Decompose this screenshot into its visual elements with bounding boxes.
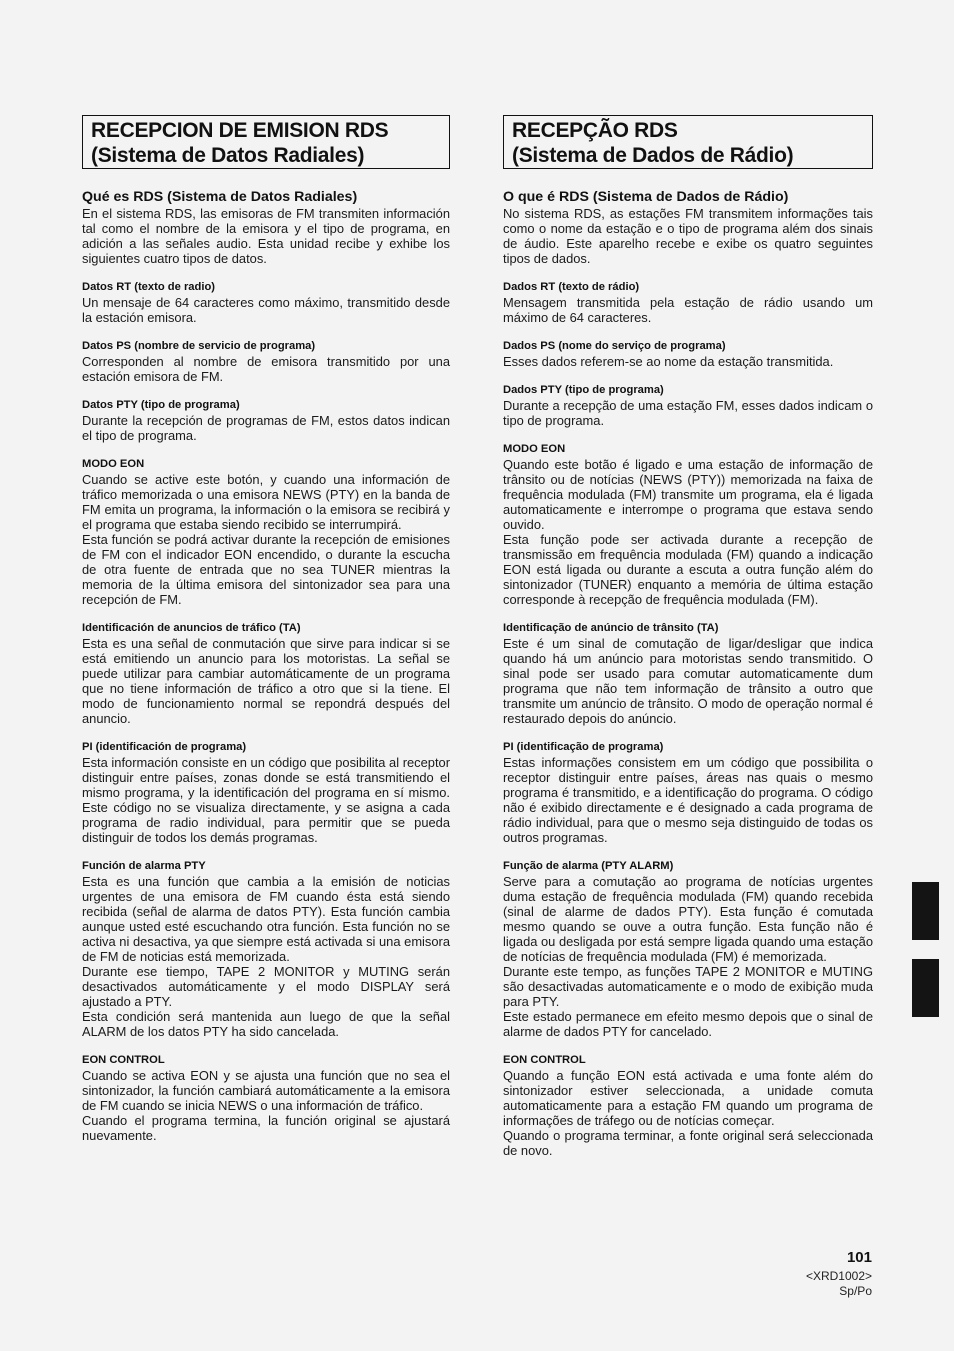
pty-heading: Datos PTY (tipo de programa) bbox=[82, 399, 240, 411]
section-title-line1: RECEPCION DE EMISION RDS bbox=[91, 119, 389, 142]
ta-paragraph: Este é um sinal de comutação de ligar/desligar que indica quando há um anúncio para motoristas sendo transmitido. O sinal pode ser usado para comutar automaticamente dum programa que não tem informação de trânsito a outro que transmite um anúncio de trânsito. O modo de operação normal é restaurado depois do anúncio. bbox=[503, 636, 873, 726]
pi-paragraph: Esta información consiste en un código que posibilita al receptor distinguir entre países, zonas donde se está transmitiendo el mismo programa, y la identificación del programa en sí mismo. Este código no se visualiza directamente, y se asigna a cada programa de radio individual, para permitir que se pueda distinguir de todos los demás programas. bbox=[82, 755, 450, 845]
intro-paragraph: En el sistema RDS, las emisoras de FM transmiten información tal como el nombre de la emisora y el tipo de programa, en adición a las señales audio. Esta unidad recibe y exhibe los siguientes cuatro tipos de datos. bbox=[82, 206, 450, 266]
spanish-column bbox=[82, 115, 450, 1143]
edge-index-tab-lower bbox=[912, 959, 939, 1017]
alarm-heading: Función de alarma PTY bbox=[82, 860, 206, 872]
rt-paragraph: Un mensaje de 64 caracteres como máximo, transmitido desde la estación emisora. bbox=[82, 295, 450, 325]
document-code bbox=[806, 1269, 872, 1299]
pi-heading: PI (identificação de programa) bbox=[503, 741, 664, 753]
ta-heading: Identificación de anuncios de tráfico (TA) bbox=[82, 622, 301, 634]
ta-paragraph: Esta es una señal de conmutación que sirve para indicar si se está emitiendo un anuncio para los motoristas. La señal se puede utilizar para cambiar automáticamente de un programa que no tiene información de tráfico a otro que si la tiene. El modo de funcionamiento normal se repondrá después del anuncio. bbox=[82, 636, 450, 726]
page-number: 101 bbox=[846, 1249, 872, 1266]
eon-paragraph-1: Quando este botão é ligado e uma estação de informação de trânsito ou de notícias (NEWS (PTY)) memorizada na faixa de frequência modulada (FM) transmite um programa, ela é ligada automaticamente e interrompe o programa que estava sendo ouvido. bbox=[503, 457, 873, 532]
ps-heading: Datos PS (nombre de servicio de programa) bbox=[82, 340, 316, 352]
alarm-paragraph-1: Serve para a comutação ao programa de notícias urgentes duma estação de frequência modulada (FM) quando recebida (sinal de alarme de dados PTY). Esta função é comutada mesmo quando se ouve a outra função. Esta função não é ligada ou desligada por está sempre ligada quando uma estação de notícias de frequência modulada (FM) é memorizada. bbox=[503, 874, 873, 964]
alarm-paragraph-1: Esta es una función que cambia a la emisión de noticias urgentes de una emisora de FM cuando ésta está siendo recibida (señal de alarma de datos PTY). Esta función cambia aunque usted esté escuchando otra función. Esta función no se activa ni desactiva, ya que siempre está activada si una emisora de FM de noticias está memorizada. bbox=[82, 874, 450, 964]
intro-paragraph: No sistema RDS, as estações FM transmitem informações tais como o nome da estação e o tipo de programa além dos sinais de áudio. Este aparelho recebe e exibe os quatro seguintes tipos de dados. bbox=[503, 206, 873, 266]
alarm-heading: Função de alarma (PTY ALARM) bbox=[503, 860, 674, 872]
section-title-box bbox=[503, 115, 873, 169]
rt-heading: Dados RT (texto de rádio) bbox=[503, 281, 640, 293]
section-title-line2: (Sistema de Datos Radiales) bbox=[91, 144, 365, 167]
rt-paragraph: Mensagem transmitida pela estação de rádio usando um máximo de 64 caracteres. bbox=[503, 295, 873, 325]
eon-control-heading: EON CONTROL bbox=[503, 1054, 586, 1066]
ta-heading: Identificação de anúncio de trânsito (TA) bbox=[503, 622, 719, 634]
section-title-line2: (Sistema de Dados de Rádio) bbox=[512, 144, 794, 167]
section-title-line1: RECEPÇÃO RDS bbox=[512, 119, 678, 142]
eon-control-paragraph-2: Quando o programa terminar, a fonte original será seleccionada de novo. bbox=[503, 1128, 873, 1158]
ps-paragraph: Esses dados referem-se ao nome da estação transmitida. bbox=[503, 354, 834, 369]
pty-paragraph: Durante la recepción de programas de FM, estos datos indican el tipo de programa. bbox=[82, 413, 450, 443]
ps-heading: Dados PS (nome do serviço de programa) bbox=[503, 340, 726, 352]
section-title-box bbox=[82, 115, 450, 169]
main-heading: O que é RDS (Sistema de Dados de Rádio) bbox=[503, 189, 789, 205]
eon-control-heading: EON CONTROL bbox=[82, 1054, 165, 1066]
ps-paragraph: Corresponden al nombre de emisora transmitido por una estación emisora de FM. bbox=[82, 354, 450, 384]
rt-heading: Datos RT (texto de radio) bbox=[82, 281, 216, 293]
eon-control-paragraph-1: Cuando se activa EON y se ajusta una función que no sea el sintonizador, la función cambiará automáticamente a la emisora de FM cuando se inicia NEWS o una información de tráfico. bbox=[82, 1068, 450, 1113]
alarm-paragraph-3: Esta condición será mantenida aun luego de que la señal ALARM de los datos PTY ha sido cancelada. bbox=[82, 1009, 450, 1039]
eon-control-paragraph-2: Cuando el programa termina, la función original se ajustará nuevamente. bbox=[82, 1113, 450, 1143]
language-code: Sp/Po bbox=[839, 1284, 872, 1298]
alarm-paragraph-3: Este estado permanece em efeito mesmo depois que o sinal de alarme de dados PTY for cancelado. bbox=[503, 1009, 873, 1039]
eon-paragraph-2: Esta función se podrá activar durante la recepción de emisiones de FM con el indicador EON encendido, o durante la escucha de otra fuente de entrada que no sea TUNER mientras la memoria de la última emisora del sintonizador sea para una recepción de FM. bbox=[82, 532, 450, 607]
pi-heading: PI (identificación de programa) bbox=[82, 741, 247, 753]
eon-paragraph-2: Esta função pode ser activada durante a recepção de transmissão em frequência modulada (FM) quando a indicação EON está ligada ou durante a escuta a outra função além do sintonizador (TUNER) enquanto a memória de última estação corresponde à recepção de frequência modulada (FM). bbox=[503, 532, 873, 607]
alarm-paragraph-2: Durante ese tiempo, TAPE 2 MONITOR y MUTING serán desactivados automáticamente y el modo DISPLAY será ajustado a PTY. bbox=[82, 964, 450, 1009]
main-heading: Qué es RDS (Sistema de Datos Radiales) bbox=[82, 189, 358, 205]
eon-control-paragraph-1: Quando a função EON está activada e uma fonte além do sintonizador estiver seleccionada, a unidade comuta automaticamente para a estação FM quando um programa de informações de tráfego ou de notícias começar. bbox=[503, 1068, 873, 1128]
eon-heading: MODO EON bbox=[503, 443, 566, 455]
pty-heading: Dados PTY (tipo de programa) bbox=[503, 384, 664, 396]
edge-index-tab-upper bbox=[912, 882, 939, 940]
portuguese-column bbox=[503, 115, 873, 1158]
eon-heading: MODO EON bbox=[82, 458, 145, 470]
model-code: <XRD1002> bbox=[805, 1269, 872, 1283]
alarm-paragraph-2: Durante este tempo, as funções TAPE 2 MONITOR e MUTING são desactivadas automaticamente e o modo de exibição muda para PTY. bbox=[503, 964, 873, 1009]
eon-paragraph-1: Cuando se active este botón, y cuando una información de tráfico memorizada o una emisora NEWS (PTY) en la banda de FM emita un programa, la información o la emisora se recibirá y el programa que estaba siendo recibido se interrumpirá. bbox=[82, 472, 450, 532]
pi-paragraph: Estas informações consistem em um código que possibilita o receptor distinguir entre países, áreas nas quais o mesmo programa é transmitido, e a identificação do programa. O código não é exibido directamente e é designado a cada programa de rádio individual, para que o mesmo seja distinguido de todas os outros programas. bbox=[503, 755, 873, 845]
pty-paragraph: Durante a recepção de uma estação FM, esses dados indicam o tipo de programa. bbox=[503, 398, 873, 428]
